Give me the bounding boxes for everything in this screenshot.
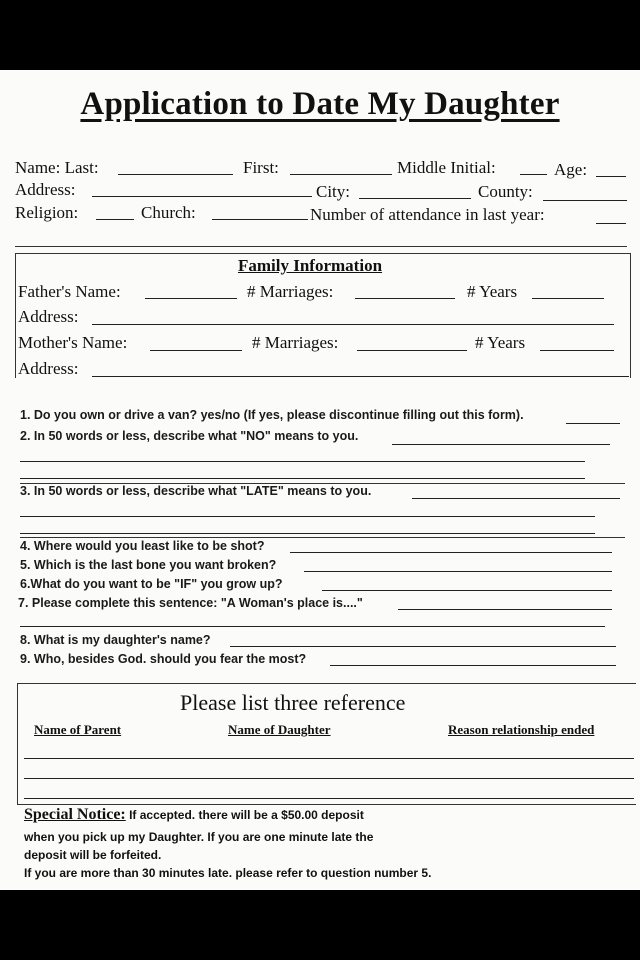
first-name-label: First:	[243, 158, 279, 177]
reference-row-2[interactable]	[24, 778, 634, 779]
church-label: Church:	[141, 203, 196, 222]
special-notice-line-3: deposit will be forfeited.	[24, 848, 162, 862]
mother-address-label: Address:	[18, 359, 79, 378]
question-divider	[20, 537, 625, 538]
attendance-field[interactable]	[596, 223, 626, 224]
address-label: Address:	[15, 180, 76, 199]
mother-marriages-label: # Marriages:	[252, 333, 339, 352]
city-field[interactable]	[359, 198, 471, 199]
special-notice-line-2: when you pick up my Daughter. If you are one minute late the	[24, 830, 374, 844]
mother-years-field[interactable]	[540, 350, 614, 351]
page-title: Application to Date My Daughter	[80, 86, 560, 122]
col-name-of-daughter: Name of Daughter	[228, 722, 331, 737]
middle-initial-label: Middle Initial:	[397, 158, 496, 177]
question-7: 7. Please complete this sentence: "A Woman's place is...."	[18, 596, 363, 610]
answer-2-line-2[interactable]	[20, 461, 585, 462]
father-marriages-label: # Marriages:	[247, 282, 334, 301]
answer-6-field[interactable]	[322, 590, 612, 591]
county-field[interactable]	[543, 200, 627, 201]
mother-address-field[interactable]	[92, 376, 629, 377]
father-years-label: # Years	[467, 282, 518, 301]
age-field[interactable]	[596, 176, 626, 177]
answer-2-line-1[interactable]	[392, 444, 610, 445]
father-address-label: Address:	[18, 307, 79, 326]
answer-5-field[interactable]	[304, 571, 612, 572]
answer-4-field[interactable]	[290, 552, 612, 553]
mother-years-label: # Years	[475, 333, 526, 352]
question-6: 6.What do you want to be "IF" you grow up?	[20, 577, 283, 591]
section-divider	[15, 246, 627, 247]
church-field[interactable]	[212, 219, 308, 220]
answer-8-field[interactable]	[230, 646, 616, 647]
special-notice-line-4: If you are more than 30 minutes late. please refer to question number 5.	[24, 866, 432, 880]
reference-row-1[interactable]	[24, 758, 634, 759]
father-marriages-field[interactable]	[355, 298, 455, 299]
answer-3-line-1[interactable]	[412, 498, 620, 499]
question-5: 5. Which is the last bone you want broken?	[20, 558, 277, 572]
question-8: 8. What is my daughter's name?	[20, 633, 211, 647]
mother-marriages-field[interactable]	[357, 350, 467, 351]
religion-label: Religion:	[15, 203, 79, 222]
answer-3-line-3[interactable]	[20, 533, 595, 534]
fathers-name-field[interactable]	[145, 298, 237, 299]
reference-row-3[interactable]	[24, 798, 634, 799]
name-last-label: Name: Last:	[15, 158, 99, 177]
question-2: 2. In 50 words or less, describe what "NO" means to you.	[20, 429, 359, 443]
mothers-name-field[interactable]	[150, 350, 242, 351]
fathers-name-label: Father's Name:	[18, 282, 121, 301]
age-label: Age:	[554, 160, 588, 179]
answer-2-line-3[interactable]	[20, 478, 585, 479]
special-notice-line-1: If accepted. there will be a $50.00 deposit	[129, 808, 364, 822]
answer-7-line-1[interactable]	[398, 609, 612, 610]
religion-field[interactable]	[96, 219, 134, 220]
answer-1-field[interactable]	[566, 423, 620, 424]
special-notice	[24, 807, 364, 823]
father-address-field[interactable]	[92, 324, 614, 325]
answer-7-line-2[interactable]	[20, 626, 605, 627]
question-1: 1. Do you own or drive a van? yes/no (If yes, please discontinue filling out this form).	[20, 408, 524, 422]
family-info-heading: Family Information	[238, 256, 383, 275]
question-3: 3. In 50 words or less, describe what "LATE" means to you.	[20, 484, 372, 498]
question-9: 9. Who, besides God. should you fear the most?	[20, 652, 307, 666]
county-label: County:	[478, 182, 533, 201]
col-name-of-parent: Name of Parent	[34, 722, 122, 737]
question-4: 4. Where would you least like to be shot?	[20, 539, 265, 553]
name-last-field[interactable]	[118, 174, 233, 175]
attendance-label: Number of attendance in last year:	[310, 205, 545, 224]
special-notice-title: Special Notice:	[24, 806, 126, 823]
father-years-field[interactable]	[532, 298, 604, 299]
answer-3-line-2[interactable]	[20, 516, 595, 517]
answer-9-field[interactable]	[330, 665, 616, 666]
mothers-name-label: Mother's Name:	[18, 333, 128, 352]
middle-initial-field[interactable]	[520, 174, 547, 175]
col-reason-ended: Reason relationship ended	[448, 722, 595, 737]
references-heading: Please list three reference	[180, 690, 406, 715]
application-form-page	[0, 70, 640, 890]
address-field[interactable]	[92, 196, 312, 197]
first-name-field[interactable]	[290, 174, 392, 175]
city-label: City:	[316, 182, 351, 201]
